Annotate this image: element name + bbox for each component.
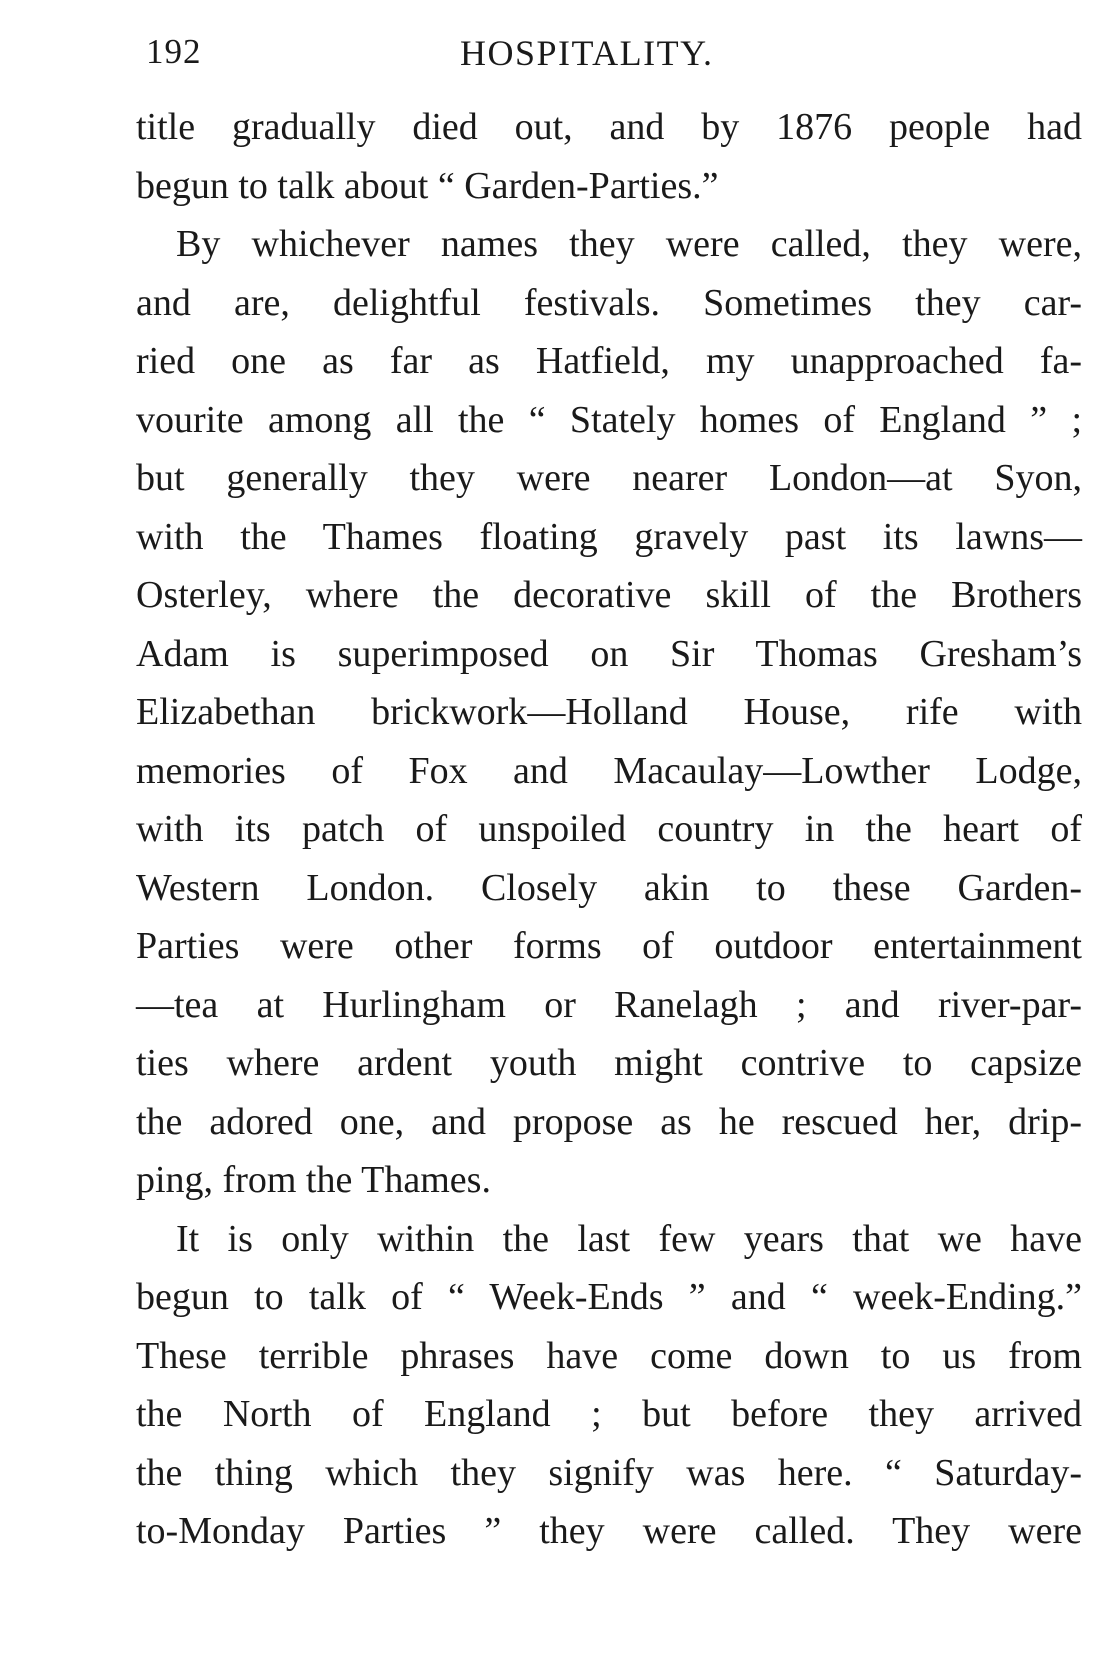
text-line: the thing which they signify was here. “ Saturday-: [136, 1451, 1082, 1494]
page-number: 192: [146, 32, 202, 71]
body-text: [136, 98, 1082, 1561]
text-line: title gradually died out, and by 1876 people had: [136, 106, 1082, 148]
text-line: —tea at Hurlingham or Ranelagh ; and river-par-: [136, 983, 1082, 1026]
text-line: Western London. Closely akin to these Garden-: [136, 866, 1082, 909]
text-line: memories of Fox and Macaulay—Lowther Lodge,: [136, 749, 1082, 792]
text-line: begun to talk of “ Week-Ends ” and “ week-Ending.”: [136, 1276, 1082, 1318]
text-line: Osterley, where the decorative skill of the Brothers: [136, 574, 1082, 616]
text-line: ping, from the Thames.: [136, 1159, 491, 1201]
text-line: Adam is superimposed on Sir Thomas Gresham’s: [136, 632, 1082, 675]
text-line: vourite among all the “ Stately homes of England ” ;: [136, 398, 1082, 441]
text-line: Elizabethan brickwork—Holland House, rife with: [136, 691, 1082, 733]
text-line: ties where ardent youth might contrive to capsize: [136, 1042, 1082, 1084]
text-line: Parties were other forms of outdoor entertainment: [136, 925, 1082, 967]
text-line: By whichever names they were called, they were,: [176, 223, 1082, 265]
text-line: ried one as far as Hatfield, my unapproached fa-: [136, 340, 1082, 382]
text-line: the North of England ; but before they arrived: [136, 1393, 1082, 1435]
text-line: the adored one, and propose as he rescued her, drip-: [136, 1100, 1082, 1143]
text-line: but generally they were nearer London—at Syon,: [136, 457, 1082, 499]
text-line: and are, delightful festivals. Sometimes they car-: [136, 281, 1082, 324]
running-title: HOSPITALITY.: [460, 33, 714, 73]
text-line: with the Thames floating gravely past its lawns—: [136, 515, 1082, 558]
running-head: [146, 32, 1086, 82]
text-line: begun to talk about “ Garden-Parties.”: [136, 164, 719, 207]
text-line: These terrible phrases have come down to us from: [136, 1334, 1082, 1377]
text-line: with its patch of unspoiled country in the heart of: [136, 808, 1082, 850]
text-line: to-Monday Parties ” they were called. They were: [136, 1510, 1082, 1552]
text-line: It is only within the last few years that we have: [176, 1217, 1082, 1260]
